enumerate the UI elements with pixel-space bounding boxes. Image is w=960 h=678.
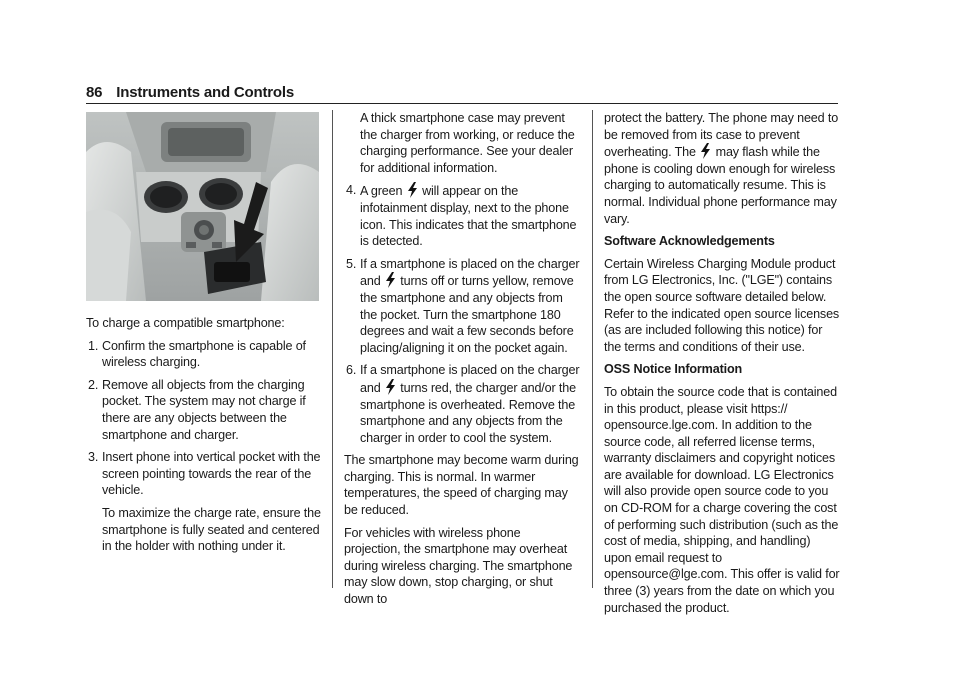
paragraph-text: may flash while the phone is cooling down enough for wireless charging to automatically resume. This is normal. Individual phone performance may vary. xyxy=(604,145,837,226)
step-text: If a smartphone is placed on the charger xyxy=(360,363,580,378)
step-1 xyxy=(86,338,322,371)
step-text: Insert phone into vertical pocket with the screen pointing towards the rear of the vehicle. xyxy=(102,450,321,498)
step-5 xyxy=(344,256,580,357)
lightning-bolt-icon xyxy=(700,143,711,159)
step-number: 2. xyxy=(88,377,99,392)
page-header xyxy=(86,84,838,104)
step-6 xyxy=(344,362,580,446)
page-number: 86 xyxy=(86,84,103,101)
overheat-paragraph xyxy=(604,110,840,227)
software-acknowledgements-heading: Software Acknowledgements xyxy=(604,234,775,249)
step-text: and xyxy=(360,274,381,289)
intro-text: To charge a compatible smartphone: xyxy=(86,316,285,330)
header-rule xyxy=(86,103,838,104)
projection-paragraph: For vehicles with wireless phone projection, the smartphone may overheat during wireless charging. The smartphone may slow down, stop charging, or shut down to xyxy=(344,525,573,607)
column-right xyxy=(604,110,840,622)
step-text: and xyxy=(360,380,381,395)
warm-phone-paragraph: The smartphone may become warm during charging. This is normal. In warmer temperatures, the speed of charging may be reduced. xyxy=(344,453,579,518)
step-note: To maximize the charge rate, ensure the smartphone is fully seated and centered in the holder with nothing under it. xyxy=(102,505,321,554)
step-text: will appear on the infotainment display, next to the phone icon. This indicates that the smartphone is detected. xyxy=(360,184,577,249)
step-number: 3. xyxy=(88,450,99,465)
lightning-bolt-icon xyxy=(385,272,396,288)
license-paragraph: Certain Wireless Charging Module product from LG Electronics, Inc. ("LGE") contains the open source software detailed below. Refer to the indicated open source licenses (as are included following this notice) for the terms and conditions of their use. xyxy=(604,256,840,354)
oss-notice-heading: OSS Notice Information xyxy=(604,362,743,377)
step-text: A green xyxy=(360,184,403,199)
lightning-bolt-icon xyxy=(385,379,396,395)
step-3 xyxy=(86,449,322,555)
step-number: 6. xyxy=(346,363,357,378)
step-text: If a smartphone is placed on the charger xyxy=(360,256,580,271)
step-number: 4. xyxy=(346,183,357,198)
step-4 xyxy=(344,182,580,249)
column-divider xyxy=(332,110,333,588)
paragraph-text: protect the battery. The phone may need to be removed from its case to prevent overheating. The xyxy=(604,111,839,160)
step-number: 5. xyxy=(346,256,357,271)
column-middle xyxy=(344,110,580,614)
step-text: turns off or turns yellow, remove the smartphone and any objects from the pocket. Turn the smartphone 180 degrees and wait a few seconds before placing/aligning it on the pocket again. xyxy=(360,274,574,355)
step-2 xyxy=(86,377,322,443)
step-text: turns red, the charger and/or the smartphone is overheated. Remove the smartphone and any objects from the charger in order to cool the system. xyxy=(360,380,576,445)
column-divider xyxy=(592,110,593,588)
steps-list-2 xyxy=(344,182,580,446)
step-text: Remove all objects from the charging pocket. The system may not charge if there are any objects between the smartphone and charger. xyxy=(102,377,306,442)
lightning-bolt-icon xyxy=(407,182,418,198)
step-number: 1. xyxy=(88,338,99,353)
column-left xyxy=(86,112,322,561)
case-warning-text: A thick smartphone case may prevent the charger from working, or reduce the charging performance. See your dealer for additional information. xyxy=(360,111,575,175)
steps-list-1 xyxy=(86,338,322,555)
section-title: Instruments and Controls xyxy=(116,84,294,101)
source-code-paragraph: To obtain the source code that is contained in this product, please visit https:// opensource.lge.com. In addition to the source code, all referred license terms, warranty disclaimers and copyright notices are available for download. LG Electronics will also provide open source code to you on CD-ROM for a charge covering the cost of performing such distribution (such as the cost of media, shipping, and handling) upon email request to opensource@lge.com. This offer is valid for three (3) years from the date on which you purchased the product. xyxy=(604,384,840,615)
wireless-charging-pocket-photo xyxy=(86,112,319,301)
step-text: Confirm the smartphone is capable of wireless charging. xyxy=(102,338,306,370)
